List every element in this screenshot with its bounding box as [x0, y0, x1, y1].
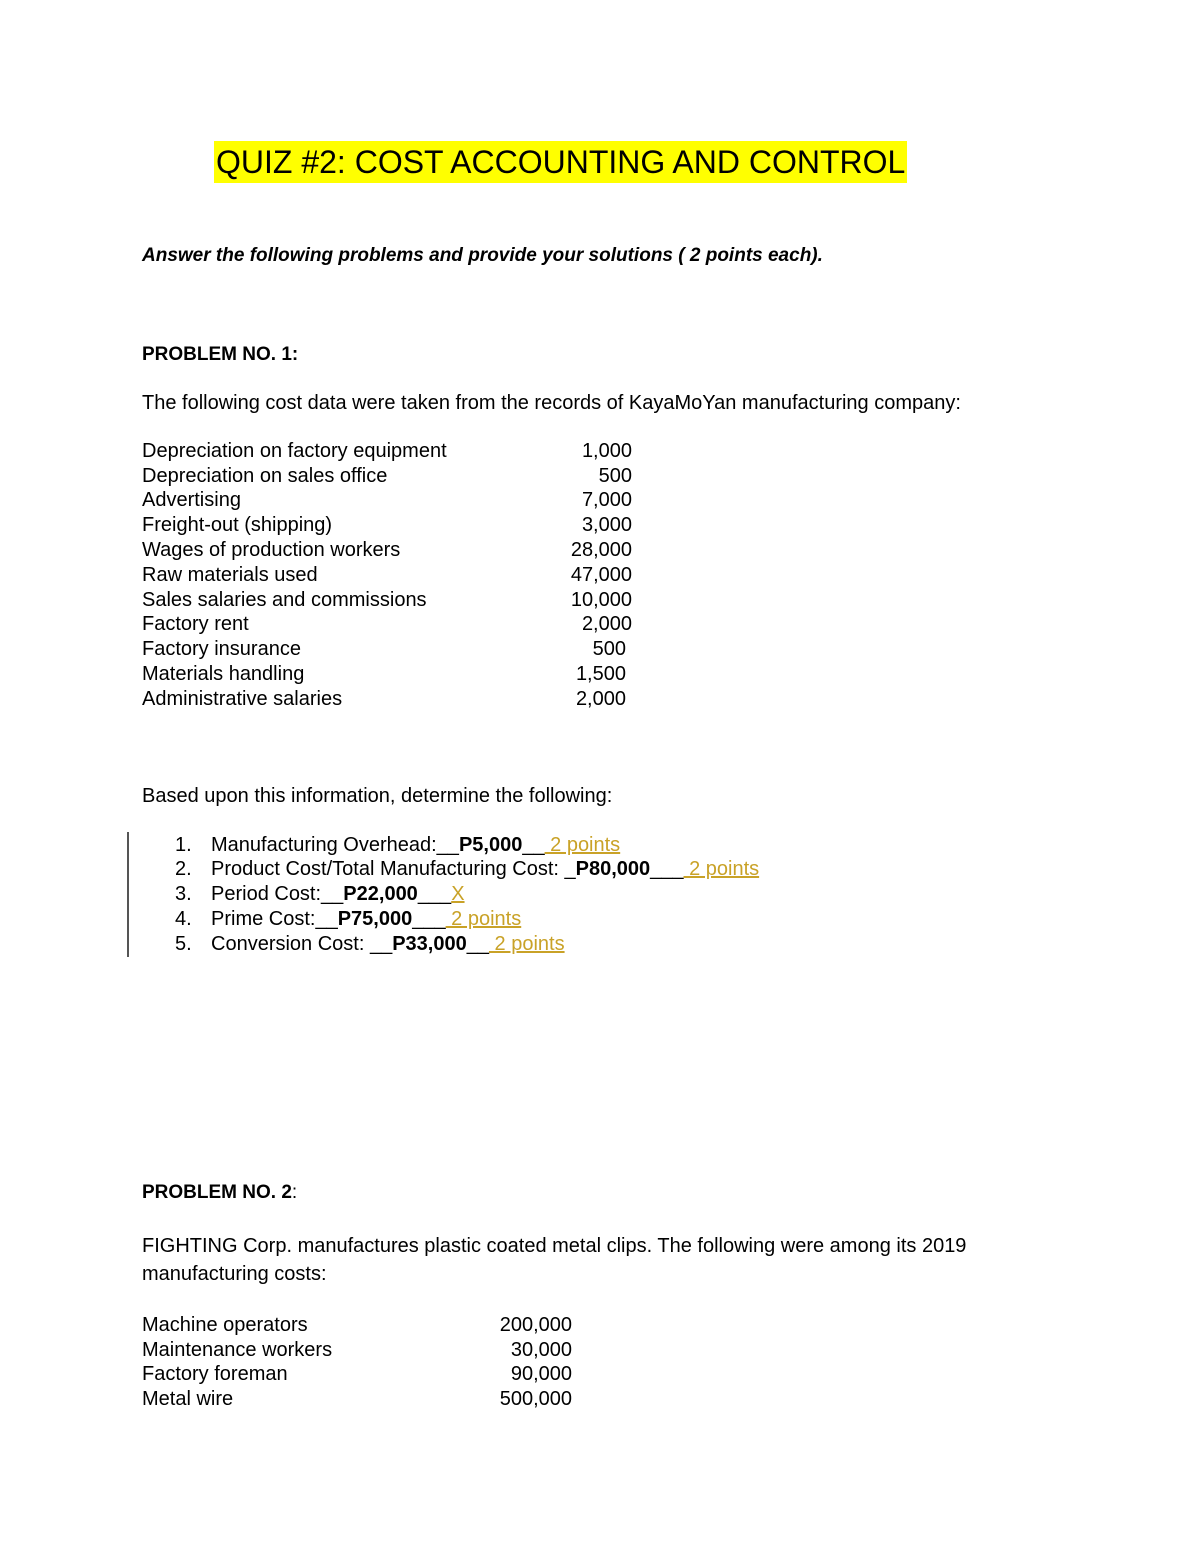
cost-item: [142, 465, 632, 488]
cost-item-label: Depreciation on factory equipment: [142, 440, 447, 462]
cost-item-label: Raw materials used: [142, 564, 318, 586]
cost-item-amount: 1,500: [575, 663, 626, 685]
cost-item: [142, 514, 632, 537]
cost-item: [142, 440, 632, 463]
cost-item: [142, 1339, 572, 1362]
instructions: Answer the following problems and provide your solutions ( 2 points each).: [142, 245, 823, 266]
cost-item-label: Advertising: [142, 489, 241, 511]
cost-item-label: Materials handling: [142, 663, 305, 685]
question-answer: P75,000: [337, 908, 413, 930]
cost-item-label: Sales salaries and commissions: [142, 589, 427, 611]
problem-2-heading-colon: :: [291, 1182, 298, 1203]
cost-item-amount: 3,000: [581, 514, 632, 536]
question-item: [175, 834, 620, 857]
page-title: QUIZ #2: COST ACCOUNTING AND CONTROL: [214, 141, 907, 183]
grade-mark: 2 points: [488, 933, 565, 955]
cost-item: [142, 1388, 572, 1411]
question-tail: ___: [412, 908, 446, 930]
change-bar: [127, 832, 129, 957]
cost-item-amount: 500,000: [499, 1388, 572, 1410]
question-label: Conversion Cost: __: [211, 933, 393, 955]
question-tail: __: [466, 933, 489, 955]
cost-item-amount: 2,000: [575, 688, 626, 710]
cost-item-amount: 7,000: [581, 489, 632, 511]
cost-item: [142, 539, 632, 562]
question-answer: P5,000: [458, 834, 523, 856]
question-label: Manufacturing Overhead:__: [211, 834, 459, 856]
question-item: [175, 883, 465, 906]
cost-item: [142, 489, 632, 512]
cost-item-amount: 28,000: [570, 539, 632, 561]
problem-2-heading: [142, 1182, 297, 1204]
grade-mark: X: [451, 883, 465, 905]
grade-mark: 2 points: [544, 834, 621, 856]
cost-item-label: Metal wire: [142, 1388, 234, 1410]
cost-item: [142, 688, 626, 711]
cost-item: [142, 663, 626, 686]
question-tail: __: [522, 834, 545, 856]
cost-item: [142, 1363, 572, 1386]
question-item: [175, 933, 565, 956]
cost-item-amount: 90,000: [510, 1363, 572, 1385]
problem-1-heading: PROBLEM NO. 1:: [142, 344, 299, 365]
problem-1-prompt: Based upon this information, determine the following:: [142, 785, 613, 807]
grade-mark: 2 points: [683, 858, 760, 880]
cost-item: [142, 1314, 572, 1337]
cost-item: [142, 638, 626, 661]
question-answer: P22,000: [343, 883, 418, 905]
cost-item-label: Machine operators: [142, 1314, 308, 1336]
cost-item: [142, 613, 632, 636]
question-item: [175, 908, 521, 931]
question-number: 5.: [175, 933, 192, 955]
question-label: Prime Cost:__: [211, 908, 338, 930]
cost-item-label: Freight-out (shipping): [142, 514, 333, 536]
cost-item-amount: 1,000: [581, 440, 632, 462]
cost-item-label: Maintenance workers: [142, 1339, 333, 1361]
cost-item-amount: 2,000: [581, 613, 632, 635]
cost-item-label: Factory rent: [142, 613, 249, 635]
question-tail: ___: [417, 883, 452, 905]
question-number: 3.: [175, 883, 192, 905]
cost-item-label: Depreciation on sales office: [142, 465, 388, 487]
cost-item-label: Factory insurance: [142, 638, 301, 660]
cost-item: [142, 589, 632, 612]
cost-item-amount: 500: [592, 638, 626, 660]
cost-item-label: Factory foreman: [142, 1363, 288, 1385]
question-answer: P33,000: [392, 933, 467, 955]
question-number: 2.: [175, 858, 192, 880]
problem-2-intro: FIGHTING Corp. manufactures plastic coated metal clips. The following were among its 2019 manufacturing costs:: [142, 1235, 967, 1285]
cost-item-amount: 47,000: [570, 564, 632, 586]
cost-item-amount: 500: [598, 465, 632, 487]
cost-item-amount: 10,000: [570, 589, 632, 611]
cost-item: [142, 564, 632, 587]
grade-mark: 2 points: [445, 908, 522, 930]
question-answer: P80,000: [575, 858, 651, 880]
question-label: Product Cost/Total Manufacturing Cost: _: [211, 858, 576, 880]
question-number: 4.: [175, 908, 192, 930]
cost-item-amount: 30,000: [510, 1339, 572, 1361]
question-number: 1.: [175, 834, 192, 856]
cost-item-amount: 200,000: [499, 1314, 572, 1336]
question-label: Period Cost:__: [211, 883, 344, 905]
cost-item-label: Administrative salaries: [142, 688, 343, 710]
problem-1-intro: The following cost data were taken from the records of KayaMoYan manufacturing company:: [142, 392, 961, 414]
problem-2-heading-text: PROBLEM NO. 2: [142, 1182, 292, 1203]
cost-item-label: Wages of production workers: [142, 539, 401, 561]
question-item: [175, 858, 759, 881]
question-tail: ___: [650, 858, 684, 880]
